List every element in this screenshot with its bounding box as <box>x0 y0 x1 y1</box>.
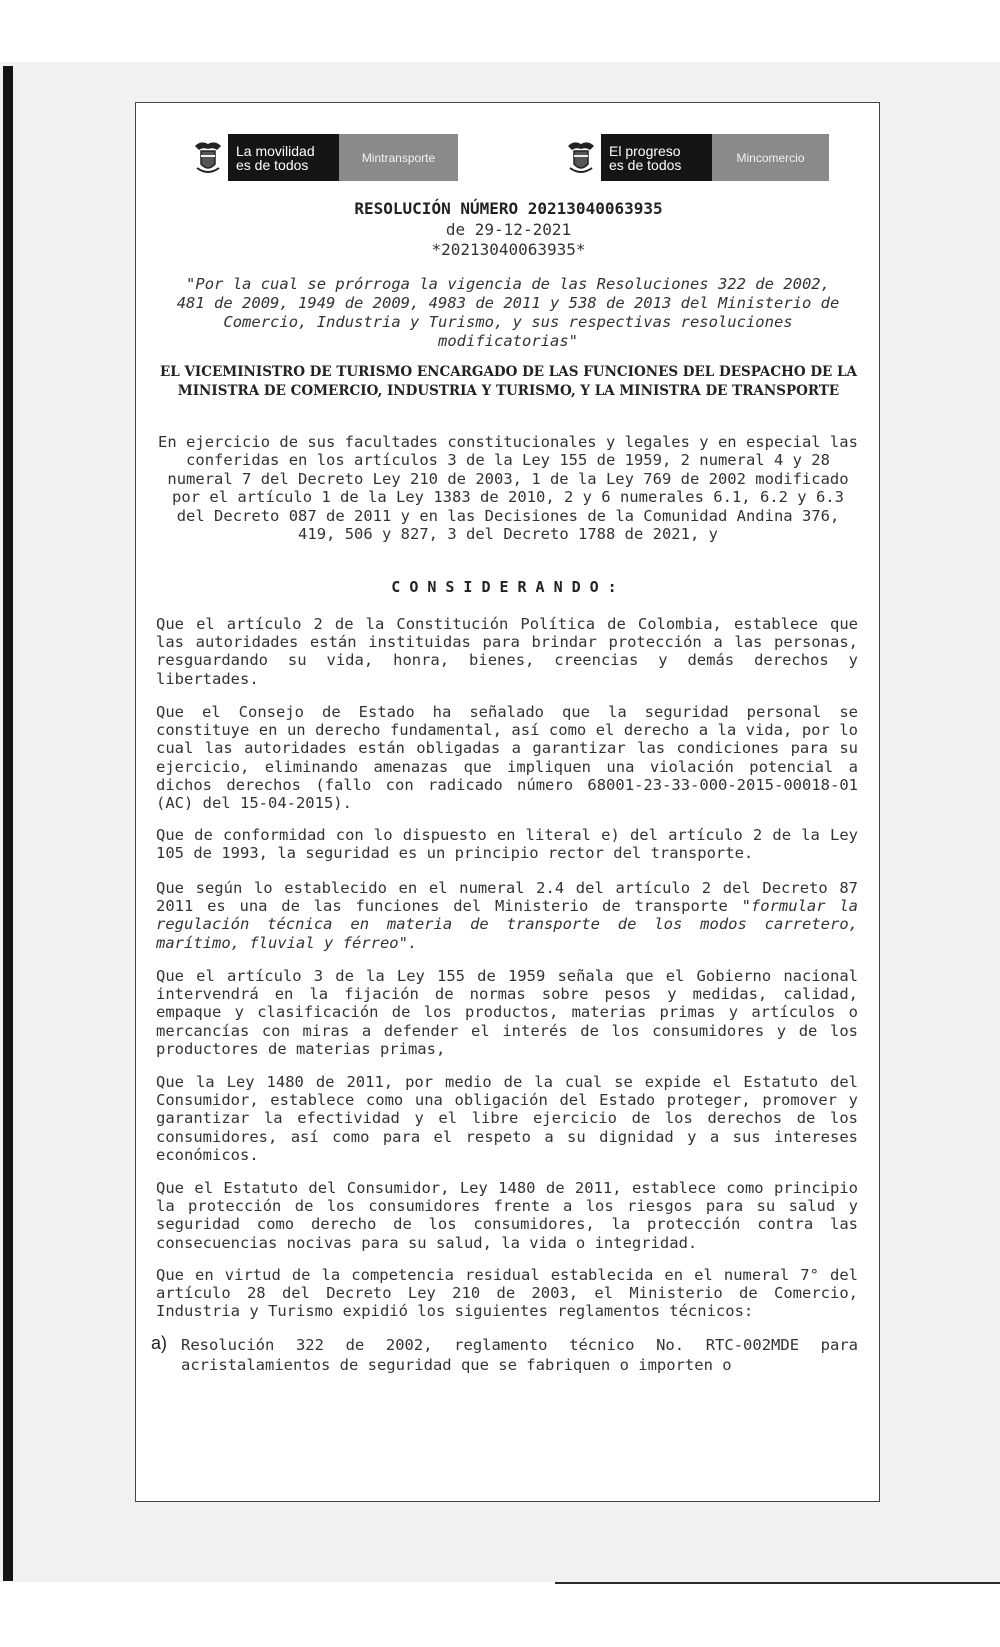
regulation-list-item <box>151 1333 858 1375</box>
resolution-title: RESOLUCIÓN NÚMERO 20213040063935 <box>354 199 663 218</box>
legal-powers: En ejercicio de sus facultades constitucionales y legales y en especial las conferidas en los artículos 3 de la Ley 155 de 1959, 2 numeral 4 y 28 numeral 7 del Decreto Ley 210 de 2003, 1 de la Ley 769 de 2002 modificado por el artículo 1 de la Ley 1383 de 2010, 2 y 6 numerales 6.1, 6.2 y 6.3 del Decreto 087 de 2011 y en las Decisiones de la Comunidad Andina 376, 419, 506 y 827, 3 del Decreto 1788 de 2021, y <box>158 433 858 544</box>
list-item-letter: a) <box>151 1333 168 1353</box>
slogan-line-2: es de todos <box>609 156 682 173</box>
resolution-date: de 29-12-2021 <box>445 220 572 239</box>
document-page <box>135 102 880 1502</box>
considerando-paragraph: Que el Estatuto del Consumidor, Ley 1480 de 2011, establece como principio la protección de los consumidores frente a los riesgos para su salud y seguridad como derecho de los consumidores, la protección contra las consecuencias nocivas para su salud, la vida o integridad. <box>156 1179 858 1252</box>
ministry-name: Mincomercio <box>712 134 829 181</box>
considerando-paragraph <box>156 879 858 952</box>
logo-slogan <box>228 134 339 181</box>
mintransporte-logo <box>188 134 458 181</box>
considerando-paragraph: Que de conformidad con lo dispuesto en literal e) del artículo 2 de la Ley 105 de 1993, la seguridad es un principio rector del transporte. <box>156 826 858 863</box>
scan-edge-bar <box>3 66 13 1581</box>
coat-of-arms-icon <box>188 134 228 181</box>
list-item-text: Resolución 322 de 2002, reglamento técnico No. RTC-002MDE para acristalamientos de seguridad que se fabriquen o importen o <box>181 1336 858 1374</box>
considerando-paragraph: Que el Consejo de Estado ha señalado que la seguridad personal se constituye en un derecho fundamental, así como el derecho a la vida, por lo cual las autoridades están obligadas a garantizar las condiciones para su ejercicio, eliminando amenazas que impliquen una violación potencial a dichos derechos (fallo con radicado número 68001-23-33-000-2015-00018-01 (AC) del 15-04-2015). <box>156 703 858 813</box>
mincomercio-logo <box>561 134 829 181</box>
coat-of-arms-icon <box>561 134 601 181</box>
slogan-line-2: es de todos <box>236 156 309 173</box>
resolution-number-code: *20213040063935* <box>431 240 586 259</box>
decree-quote: "formular la regulación técnica en materia de transporte de los modos carretero, marítimo, fluvial y férreo". <box>156 897 858 952</box>
ministry-name: Mintransporte <box>339 134 458 181</box>
considerando-paragraph: Que en virtud de la competencia residual establecida en el numeral 7° del artículo 28 del Decreto Ley 210 de 2003, el Ministerio de Comercio, Industria y Turismo expidió los siguientes reglamentos técnicos: <box>156 1266 858 1321</box>
logo-slogan <box>601 134 712 181</box>
issuing-authority: EL VICEMINISTRO DE TURISMO ENCARGADO DE LAS FUNCIONES DEL DESPACHO DE LA MINISTRA DE COMERCIO, INDUSTRIA Y TURISMO, Y LA MINISTRA DE TRANSPORTE <box>159 364 858 399</box>
slogan-line-1: La movilidad <box>236 142 315 159</box>
decree-text: Que según lo establecido en el numeral 2.4 del artículo 2 del Decreto 87 2011 es una de las funciones del Ministerio de transporte <box>156 879 858 916</box>
considerando-paragraph: Que el artículo 2 de la Constitución Política de Colombia, establece que las autoridades están instituidas para brindar protección a las personas, resguardando su vida, honra, bienes, creencias y demás derechos y libertades. <box>156 615 858 688</box>
resolution-subject: "Por la cual se prórroga la vigencia de las Resoluciones 322 de 2002, 481 de 2009, 1949 de 2009, 4983 de 2011 y 538 de 2013 del Ministerio de Comercio, Industria y Turismo, y sus respectivas resoluciones modificatorias" <box>176 275 840 350</box>
considerando-paragraph: Que la Ley 1480 de 2011, por medio de la cual se expide el Estatuto del Consumidor, establece como una obligación del Estado proteger, promover y garantizar la efectividad y el libre ejercicio de los derechos de los consumidores, así como para el respeto a su dignidad y a sus intereses económicos. <box>156 1073 858 1164</box>
scan-bottom-line <box>555 1582 1000 1584</box>
considerando-heading: CONSIDERANDO: <box>391 578 626 596</box>
slogan-line-1: El progreso <box>609 142 681 159</box>
considerando-paragraph: Que el artículo 3 de la Ley 155 de 1959 señala que el Gobierno nacional intervendrá en la fijación de normas sobre pesos y medidas, calidad, empaque y clasificación de los productos, materias primas y artículos o mercancías con miras a defender el interés de los consumidores y de los productores de materias primas, <box>156 967 858 1058</box>
